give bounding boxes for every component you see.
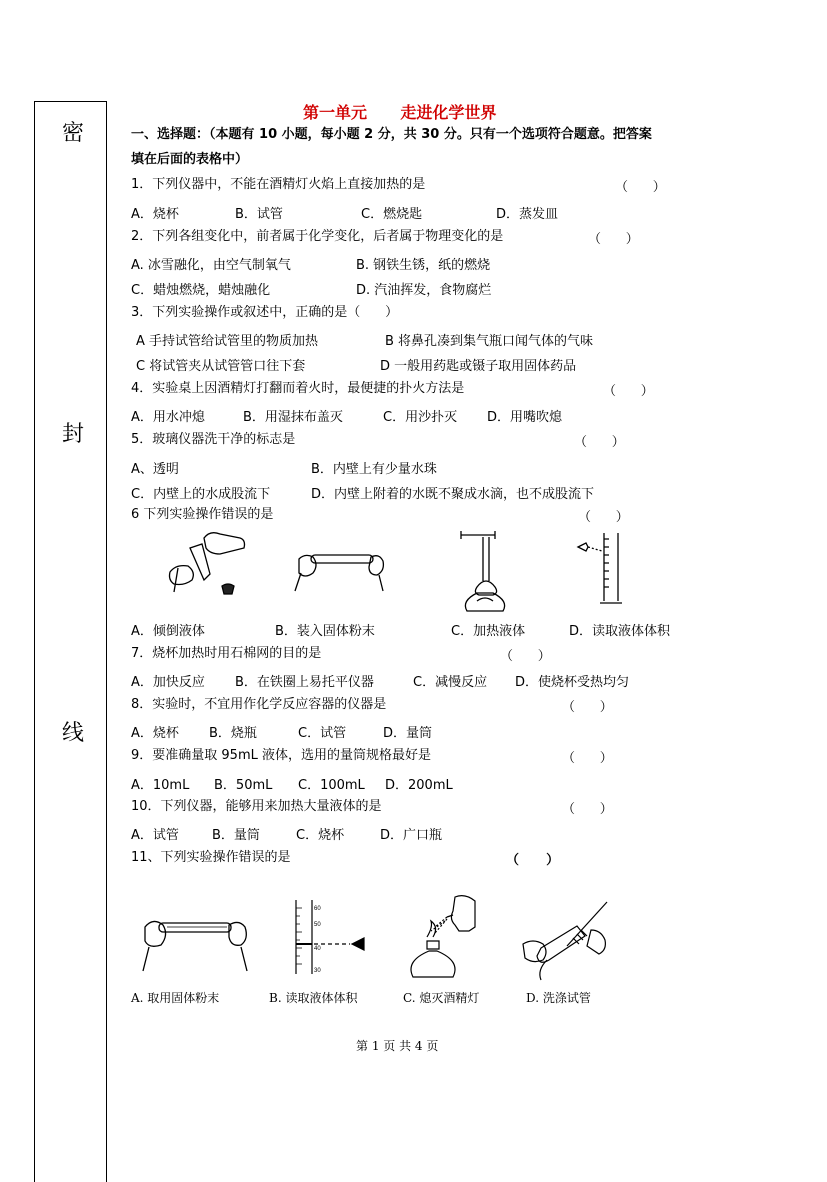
- q4-option-d: D．用嘴吹熄: [487, 410, 563, 425]
- q8-option-b: B．烧瓶: [209, 726, 257, 741]
- q3-option-c: C 将试管夹从试管管口往下套: [136, 359, 306, 374]
- question-11-answer: （ ）: [506, 853, 560, 868]
- seal-char-xian: 线: [62, 721, 85, 746]
- q5-option-b: B．内壁上有少量水珠: [311, 462, 437, 477]
- q9-option-b: B．50mL: [214, 778, 273, 793]
- q2-option-c: C．蜡烛燃烧，蜡烛融化: [131, 283, 271, 298]
- page-footer: 第 1 页 共 4 页: [356, 1039, 439, 1053]
- q6-option-c: C．加热液体: [451, 624, 526, 639]
- test-tube-wash-illustration: [521, 900, 615, 982]
- cylinder-tick-30: 30: [314, 968, 321, 974]
- section-heading-line1: 一、选择题：（本题有 10 小题，每小题 2 分，共 30 分。只有一个选项符合题意。把答案: [131, 127, 652, 142]
- q3-option-d: D 一般用药匙或镊子取用固体药品: [380, 359, 577, 374]
- seal-char-mi: 密: [62, 121, 85, 146]
- heating-liquid-illustration: [455, 527, 530, 613]
- q2-option-d: D. 汽油挥发，食物腐烂: [356, 283, 492, 298]
- q5-option-c: C．内壁上的水成股流下: [131, 487, 271, 502]
- q8-option-d: D．量筒: [383, 726, 433, 741]
- q11-option-a: A. 取用固体粉末: [131, 991, 220, 1005]
- q10-option-a: A．试管: [131, 828, 179, 843]
- section-heading-line2: 填在后面的表格中）: [131, 152, 249, 167]
- q1-option-d: D．蒸发皿: [496, 207, 559, 222]
- question-2-answer: （ ）: [588, 232, 639, 247]
- cylinder-tick-50: 50: [314, 922, 321, 928]
- q3-option-b: B 将鼻孔凑到集气瓶口闻气体的气味: [385, 334, 594, 349]
- question-8-stem: 8．实验时，不宜用作化学反应容器的仪器是: [131, 697, 387, 712]
- pouring-liquid-illustration: [160, 528, 250, 600]
- page-title: 第一单元 走进化学世界: [303, 103, 497, 122]
- seal-char-feng: 封: [62, 422, 85, 447]
- q11-option-b: B. 读取液体体积: [269, 991, 358, 1005]
- q5-option-a: A、透明: [131, 462, 179, 477]
- question-5-stem: 5．玻璃仪器洗干净的标志是: [131, 432, 296, 447]
- q10-option-b: B．量筒: [212, 828, 260, 843]
- loading-powder-illustration: [293, 545, 388, 595]
- question-10-answer: （ ）: [562, 802, 613, 817]
- question-4-answer: （ ）: [603, 384, 654, 399]
- alcohol-lamp-blow-illustration: [405, 893, 483, 981]
- question-6-stem: 6 下列实验操作错误的是: [131, 507, 274, 522]
- question-8-answer: （ ）: [562, 700, 613, 715]
- q10-option-d: D．广口瓶: [380, 828, 443, 843]
- question-9-stem: 9．要准确量取 95mL 液体，选用的量筒规格最好是: [131, 748, 431, 763]
- question-3-stem: 3．下列实验操作或叙述中，正确的是（ ）: [131, 305, 399, 320]
- question-4-stem: 4．实验桌上因酒精灯打翻而着火时，最便捷的扑火方法是: [131, 381, 465, 396]
- q11-option-c: C. 熄灭酒精灯: [403, 991, 480, 1005]
- q4-option-c: C．用沙扑灭: [383, 410, 458, 425]
- question-1-stem: 1．下列仪器中，不能在酒精灯火焰上直接加热的是: [131, 177, 426, 192]
- q5-option-d: D．内壁上附着的水既不聚成水滴，也不成股流下: [311, 487, 595, 502]
- q6-option-b: B．装入固体粉末: [275, 624, 375, 639]
- q7-option-a: A．加快反应: [131, 675, 205, 690]
- q10-option-c: C．烧杯: [296, 828, 345, 843]
- question-6-answer: （ ）: [578, 510, 629, 525]
- q2-option-b: B. 钢铁生锈，纸的燃烧: [356, 258, 491, 273]
- q1-option-c: C．燃烧匙: [361, 207, 423, 222]
- q9-option-a: A．10mL: [131, 778, 190, 793]
- q1-option-b: B．试管: [235, 207, 283, 222]
- cylinder-reading-illustration: [290, 898, 370, 978]
- q4-option-a: A．用水冲熄: [131, 410, 205, 425]
- q1-option-a: A．烧杯: [131, 207, 179, 222]
- q4-option-b: B．用湿抹布盖灭: [243, 410, 343, 425]
- question-7-stem: 7．烧杯加热时用石棉网的目的是: [131, 646, 322, 661]
- question-7-answer: （ ）: [500, 649, 551, 664]
- question-1-answer: （ ）: [615, 180, 666, 195]
- q9-option-c: C．100mL: [298, 778, 365, 793]
- q7-option-d: D．使烧杯受热均匀: [515, 675, 630, 690]
- question-2-stem: 2．下列各组变化中，前者属于化学变化，后者属于物理变化的是: [131, 229, 504, 244]
- question-9-answer: （ ）: [562, 751, 613, 766]
- q9-option-d: D．200mL: [385, 778, 453, 793]
- question-11-stem: 11、下列实验操作错误的是: [131, 850, 291, 865]
- question-5-answer: （ ）: [574, 435, 625, 450]
- q6-option-d: D．读取液体体积: [569, 624, 671, 639]
- q3-option-a: A 手持试管给试管里的物质加热: [136, 334, 319, 349]
- powder-spatula-illustration: [137, 905, 252, 975]
- q8-option-c: C．试管: [298, 726, 347, 741]
- q11-option-d: D. 洗涤试管: [526, 991, 591, 1005]
- q6-option-a: A．倾倒液体: [131, 624, 205, 639]
- cylinder-tick-40: 40: [314, 946, 321, 952]
- q7-option-c: C．减慢反应: [413, 675, 488, 690]
- q7-option-b: B．在铁圈上易托平仪器: [235, 675, 374, 690]
- cylinder-tick-60: 60: [314, 906, 321, 912]
- question-10-stem: 10．下列仪器，能够用来加热大量液体的是: [131, 799, 382, 814]
- reading-volume-illustration: [576, 529, 628, 609]
- q2-option-a: A. 冰雪融化，由空气制氧气: [131, 258, 291, 273]
- q8-option-a: A．烧杯: [131, 726, 179, 741]
- seal-column: [34, 101, 107, 1182]
